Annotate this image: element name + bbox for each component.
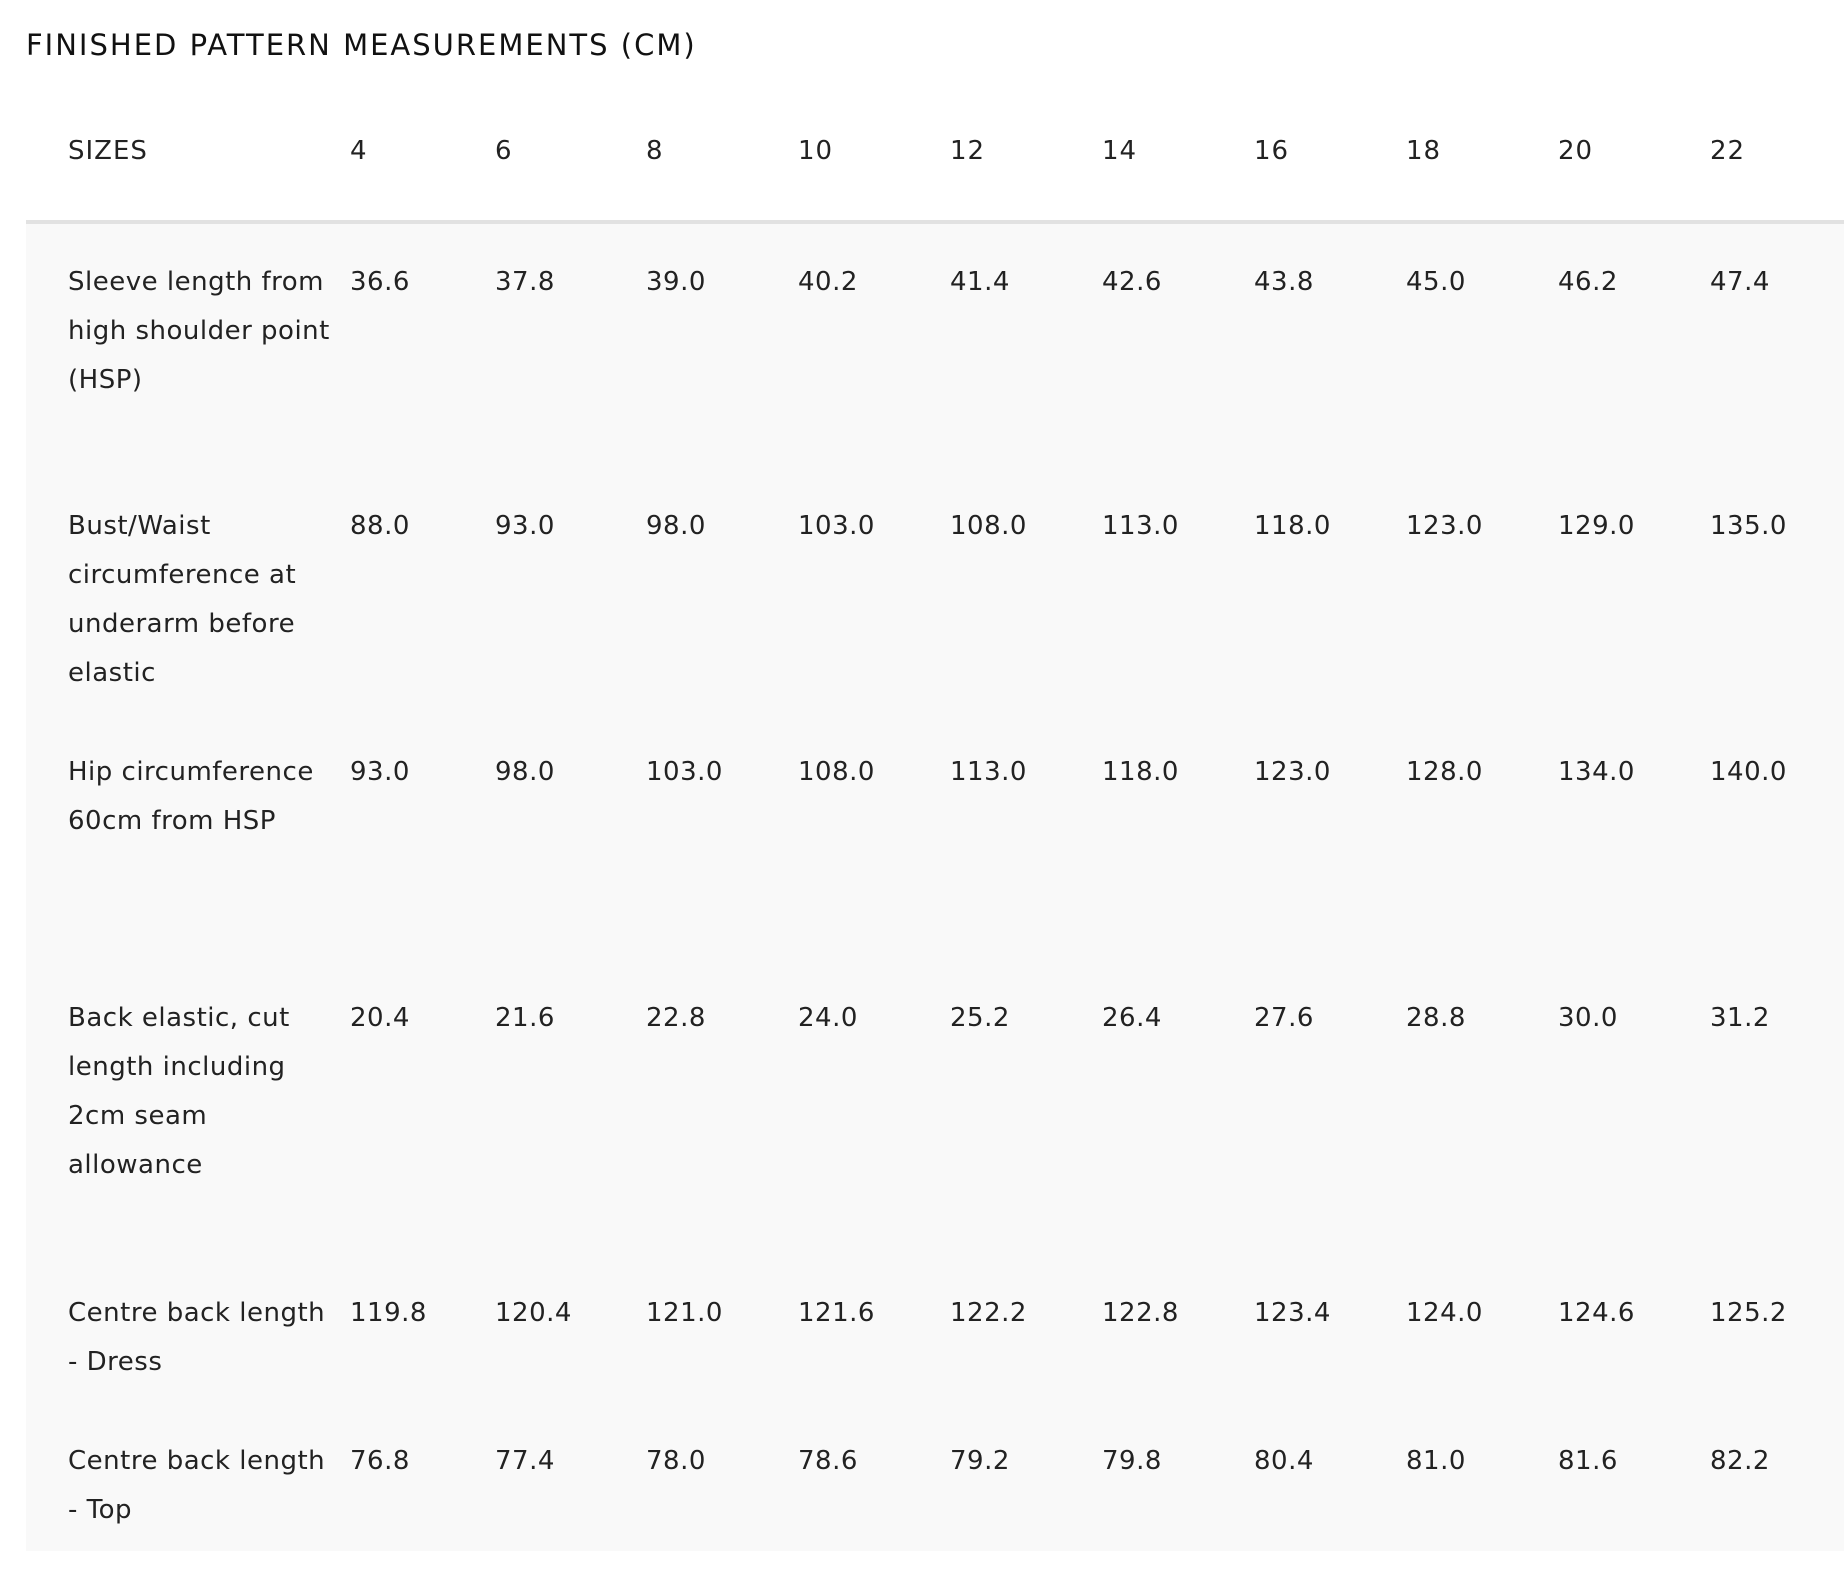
header-cell-size: 18 <box>1406 98 1558 222</box>
header-cell-size: 4 <box>350 98 495 222</box>
table-cell: 122.8 <box>1102 1298 1179 1328</box>
table-cell: 81.0 <box>1406 1446 1466 1476</box>
table-cell: 93.0 <box>495 511 555 541</box>
table-cell: 42.6 <box>1102 267 1162 297</box>
table-cell: 108.0 <box>798 757 875 787</box>
table-cell: 113.0 <box>950 757 1027 787</box>
table-cell: 22.8 <box>646 1003 706 1033</box>
table-cell: 25.2 <box>950 1003 1010 1033</box>
table-row <box>26 222 1844 468</box>
table-cell: 140.0 <box>1710 757 1787 787</box>
table-cell: 125.2 <box>1710 1298 1787 1328</box>
table-cell: 121.0 <box>646 1298 723 1328</box>
table-row <box>26 1403 1844 1551</box>
table-cell: 118.0 <box>1254 511 1331 541</box>
table-cell: 118.0 <box>1102 757 1179 787</box>
table-cell: 103.0 <box>798 511 875 541</box>
table-cell: 26.4 <box>1102 1003 1162 1033</box>
table-cell: 123.0 <box>1254 757 1331 787</box>
table-row <box>26 1255 1844 1403</box>
table-cell: 28.8 <box>1406 1003 1466 1033</box>
table-cell: 88.0 <box>350 511 410 541</box>
table-cell: 93.0 <box>350 757 410 787</box>
header-row <box>26 98 1844 222</box>
row-label: Bust/Waist circumference at underarm before elastic <box>68 511 297 688</box>
table-cell: 120.4 <box>495 1298 572 1328</box>
table-cell: 31.2 <box>1710 1003 1770 1033</box>
table-cell: 45.0 <box>1406 267 1466 297</box>
table-cell: 119.8 <box>350 1298 427 1328</box>
row-label: Centre back length - Top <box>68 1446 326 1525</box>
row-label: Hip circumference 60cm from HSP <box>68 757 314 836</box>
row-label: Centre back length - Dress <box>68 1298 326 1377</box>
table-cell: 40.2 <box>798 267 858 297</box>
table-cell: 98.0 <box>646 511 706 541</box>
table-cell: 103.0 <box>646 757 723 787</box>
row-label: Back elastic, cut length including 2cm seam allowance <box>68 1003 290 1180</box>
header-cell-sizes: SIZES <box>26 98 350 222</box>
table-cell: 77.4 <box>495 1446 555 1476</box>
table-cell: 121.6 <box>798 1298 875 1328</box>
table-cell: 123.0 <box>1406 511 1483 541</box>
table-cell: 79.8 <box>1102 1446 1162 1476</box>
table-cell: 80.4 <box>1254 1446 1314 1476</box>
table-cell: 20.4 <box>350 1003 410 1033</box>
table-cell: 36.6 <box>350 267 410 297</box>
table-cell: 134.0 <box>1558 757 1635 787</box>
table-cell: 24.0 <box>798 1003 858 1033</box>
table-cell: 82.2 <box>1710 1446 1770 1476</box>
header-cell-size: 12 <box>950 98 1102 222</box>
row-label: Sleeve length from high shoulder point (HSP) <box>68 267 330 395</box>
table-cell: 27.6 <box>1254 1003 1314 1033</box>
table-cell: 21.6 <box>495 1003 555 1033</box>
table-row <box>26 714 1844 960</box>
header-cell-size: 22 <box>1710 98 1844 222</box>
table-cell: 41.4 <box>950 267 1010 297</box>
table-cell: 113.0 <box>1102 511 1179 541</box>
table-cell: 30.0 <box>1558 1003 1618 1033</box>
header-cell-size: 16 <box>1254 98 1406 222</box>
header-cell-size: 8 <box>646 98 798 222</box>
table-cell: 135.0 <box>1710 511 1787 541</box>
header-cell-size: 14 <box>1102 98 1254 222</box>
table-cell: 78.0 <box>646 1446 706 1476</box>
table-cell: 47.4 <box>1710 267 1770 297</box>
table-cell: 79.2 <box>950 1446 1010 1476</box>
table-cell: 108.0 <box>950 511 1027 541</box>
measurements-table <box>26 98 1844 1551</box>
table-cell: 123.4 <box>1254 1298 1331 1328</box>
table-cell: 124.0 <box>1406 1298 1483 1328</box>
table-cell: 122.2 <box>950 1298 1027 1328</box>
table-cell: 129.0 <box>1558 511 1635 541</box>
header-cell-size: 10 <box>798 98 950 222</box>
table-cell: 46.2 <box>1558 267 1618 297</box>
table-cell: 43.8 <box>1254 267 1314 297</box>
table-cell: 98.0 <box>495 757 555 787</box>
table-cell: 78.6 <box>798 1446 858 1476</box>
table-cell: 39.0 <box>646 267 706 297</box>
header-cell-size: 20 <box>1558 98 1710 222</box>
table-cell: 37.8 <box>495 267 555 297</box>
table-cell: 128.0 <box>1406 757 1483 787</box>
header-cell-size: 6 <box>495 98 646 222</box>
page-title: FINISHED PATTERN MEASUREMENTS (CM) <box>26 28 697 62</box>
table-cell: 81.6 <box>1558 1446 1618 1476</box>
table-cell: 124.6 <box>1558 1298 1635 1328</box>
table-cell: 76.8 <box>350 1446 410 1476</box>
table-row <box>26 468 1844 714</box>
table-row <box>26 960 1844 1255</box>
